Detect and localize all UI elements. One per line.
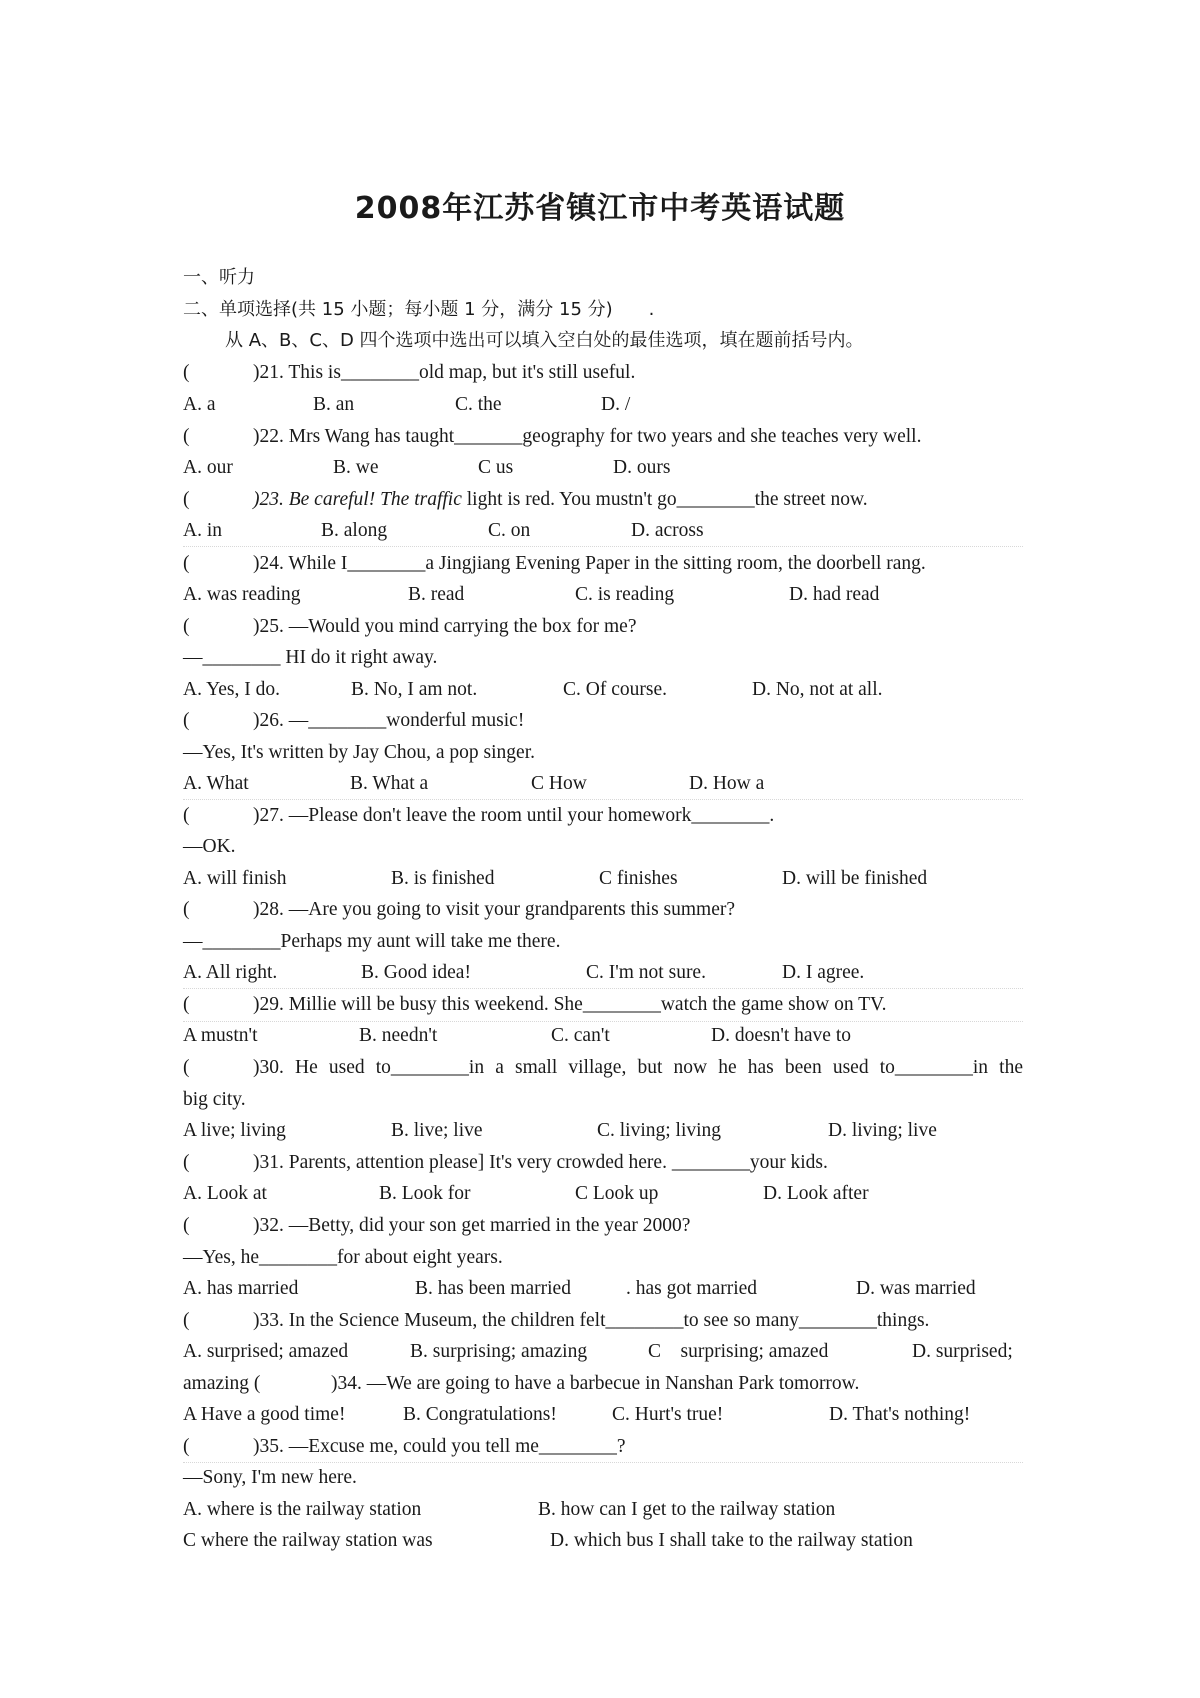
option-a: A. was reading	[183, 584, 301, 605]
option-b: B. an	[313, 394, 355, 415]
option-d-continued: amazing (	[183, 1373, 261, 1394]
options-25	[183, 677, 1023, 703]
question-text: )35. —Excuse me, could you tell me________?	[253, 1436, 626, 1457]
options-23	[183, 518, 1023, 544]
option-d: D. will be finished	[782, 868, 928, 889]
option-a: A. in	[183, 520, 222, 541]
question-text	[253, 487, 868, 513]
option-a: A. our	[183, 457, 233, 478]
option-a: A. What	[183, 773, 249, 794]
option-b: B. Good idea!	[361, 962, 471, 983]
question-text-rest: light is red. You mustn't go________the street now.	[461, 489, 868, 510]
option-b: B. What a	[350, 773, 429, 794]
answer-bracket: (	[183, 1310, 190, 1331]
answer-bracket: (	[183, 489, 190, 510]
section-listening: 一、听力	[183, 267, 255, 288]
option-d: D. across	[631, 520, 704, 541]
option-a: A. All right.	[183, 962, 278, 983]
option-c: C. on	[488, 520, 531, 541]
option-a: A mustn't	[183, 1025, 258, 1046]
option-c: . has got married	[626, 1278, 758, 1299]
option-d: D. I agree.	[782, 962, 865, 983]
option-a: A. a	[183, 394, 216, 415]
answer-bracket: (	[183, 710, 190, 731]
option-d: D. surprised;	[912, 1341, 1013, 1362]
option-d: D. ours	[613, 457, 671, 478]
question-32	[183, 1213, 1023, 1239]
question-28	[183, 897, 1023, 923]
option-c: C finishes	[599, 868, 678, 889]
option-b: B. live; live	[391, 1120, 483, 1141]
question-23	[183, 487, 1023, 513]
question-33	[183, 1308, 1023, 1334]
options-21	[183, 392, 1023, 418]
answer-bracket: (	[183, 362, 190, 383]
answer-bracket: (	[183, 899, 190, 920]
question-22	[183, 424, 1023, 450]
option-c: C surprising; amazed	[648, 1341, 829, 1362]
option-b: B. Look for	[379, 1183, 471, 1204]
option-a: A. Yes, I do.	[183, 679, 280, 700]
option-b: B. surprising; amazing	[410, 1341, 588, 1362]
option-a: A. surprised; amazed	[183, 1341, 349, 1362]
option-c: C. is reading	[575, 584, 675, 605]
question-text: )27. —Please don't leave the room until your homework________.	[253, 805, 775, 826]
options-31	[183, 1181, 1023, 1207]
question-30	[183, 1055, 1023, 1081]
option-a: A. Look at	[183, 1183, 267, 1204]
options-32	[183, 1276, 1023, 1302]
question-29	[183, 992, 1023, 1018]
options-27	[183, 866, 1023, 892]
question-text: )22. Mrs Wang has taught_______geography for two years and she teaches very well.	[253, 426, 922, 447]
question-35	[183, 1434, 1023, 1460]
option-d: D. living; live	[828, 1120, 937, 1141]
reply-32: —Yes, he________for about eight years.	[183, 1247, 503, 1268]
option-c: C Look up	[575, 1183, 659, 1204]
option-c: C How	[531, 773, 587, 794]
question-text: )25. —Would you mind carrying the box for me?	[253, 616, 637, 637]
option-d: D. had read	[789, 584, 880, 605]
options-30	[183, 1118, 1023, 1144]
option-d: D. which bus I shall take to the railway station	[550, 1530, 913, 1551]
options-33	[183, 1339, 1023, 1365]
reply-26: —Yes, It's written by Jay Chou, a pop singer.	[183, 742, 535, 763]
dotted-rule	[183, 546, 1023, 547]
dotted-rule	[183, 988, 1023, 989]
option-a: A. has married	[183, 1278, 299, 1299]
option-c: C. can't	[551, 1025, 610, 1046]
answer-bracket: (	[183, 1057, 190, 1078]
question-25	[183, 614, 1023, 640]
option-c: C. the	[455, 394, 502, 415]
option-b: B. read	[408, 584, 465, 605]
option-a: A. where is the railway station	[183, 1499, 422, 1520]
option-b: B. along	[321, 520, 388, 541]
options-35-row1	[183, 1497, 1023, 1523]
options-24	[183, 582, 1023, 608]
question-30-continued: big city.	[183, 1089, 246, 1110]
option-a: A. will finish	[183, 868, 287, 889]
question-text: )26. —________wonderful music!	[253, 710, 525, 731]
question-24	[183, 551, 1023, 577]
option-a: A Have a good time!	[183, 1404, 346, 1425]
question-31	[183, 1150, 1023, 1176]
section-instruction: 从 A、B、C、D 四个选项中选出可以填入空白处的最佳选项，填在题前括号内。	[225, 330, 864, 351]
option-b: B. needn't	[359, 1025, 438, 1046]
question-34	[183, 1371, 1023, 1397]
option-d: D. Look after	[763, 1183, 869, 1204]
options-22	[183, 455, 1023, 481]
option-b: B. is finished	[391, 868, 495, 889]
question-27	[183, 803, 1023, 829]
question-text: )31. Parents, attention please] It's very crowded here. ________your kids.	[253, 1152, 828, 1173]
options-34	[183, 1402, 1023, 1428]
option-d: D. How a	[689, 773, 765, 794]
option-a: A live; living	[183, 1120, 286, 1141]
option-c: C. Of course.	[563, 679, 667, 700]
dotted-rule	[183, 1462, 1023, 1463]
question-text: )34. —We are going to have a barbecue in Nanshan Park tomorrow.	[331, 1373, 860, 1394]
options-26	[183, 771, 1023, 797]
reply-27: —OK.	[183, 836, 236, 857]
question-text: )33. In the Science Museum, the children felt________to see so many________things.	[253, 1310, 930, 1331]
option-b: B. Congratulations!	[403, 1404, 557, 1425]
question-21	[183, 360, 1023, 386]
answer-bracket: (	[183, 616, 190, 637]
answer-bracket: (	[183, 994, 190, 1015]
option-c: C us	[478, 457, 514, 478]
option-c: C. living; living	[597, 1120, 722, 1141]
question-text: )21. This is________old map, but it's still useful.	[253, 362, 636, 383]
answer-bracket: (	[183, 1152, 190, 1173]
answer-bracket: (	[183, 1215, 190, 1236]
option-d: D. /	[601, 394, 631, 415]
dotted-rule	[183, 799, 1023, 800]
option-c: C. I'm not sure.	[586, 962, 706, 983]
reply-35: —Sony, I'm new here.	[183, 1467, 357, 1488]
exam-title: 2008年江苏省镇江市中考英语试题	[354, 191, 846, 226]
question-text: )32. —Betty, did your son get married in the year 2000?	[253, 1215, 691, 1236]
option-b: B. has been married	[415, 1278, 571, 1299]
option-c: C where the railway station was	[183, 1530, 433, 1551]
options-28	[183, 960, 1023, 986]
option-d: D. was married	[856, 1278, 976, 1299]
option-d: D. doesn't have to	[711, 1025, 851, 1046]
reply-28: —________Perhaps my aunt will take me there.	[183, 931, 561, 952]
answer-bracket: (	[183, 426, 190, 447]
answer-bracket: (	[183, 1436, 190, 1457]
option-c: C. Hurt's true!	[612, 1404, 724, 1425]
option-d: D. No, not at all.	[752, 679, 883, 700]
question-text: )24. While I________a Jingjiang Evening Paper in the sitting room, the doorbell rang.	[253, 553, 926, 574]
question-26	[183, 708, 1023, 734]
reply-25: —________ HI do it right away.	[183, 647, 438, 668]
answer-bracket: (	[183, 805, 190, 826]
question-text: )28. —Are you going to visit your grandparents this summer?	[253, 899, 736, 920]
question-text: )29. Millie will be busy this weekend. She________watch the game show on TV.	[253, 994, 887, 1015]
dotted-rule	[183, 1021, 1023, 1022]
section-single-choice: 二、单项选择(共 15 小题；每小题 1 分，满分 15 分) .	[183, 299, 655, 320]
option-b: B. how can I get to the railway station	[538, 1499, 836, 1520]
option-b: B. No, I am not.	[351, 679, 478, 700]
option-d: D. That's nothing!	[829, 1404, 971, 1425]
options-29	[183, 1023, 1023, 1049]
options-35-row2	[183, 1528, 1023, 1554]
question-text: )30. He used to________in a small village, but now he has been used to________in the	[253, 1057, 1023, 1078]
answer-bracket: (	[183, 553, 190, 574]
option-b: B. we	[333, 457, 379, 478]
question-text-italic: )23. Be careful! The traffic	[253, 489, 462, 510]
